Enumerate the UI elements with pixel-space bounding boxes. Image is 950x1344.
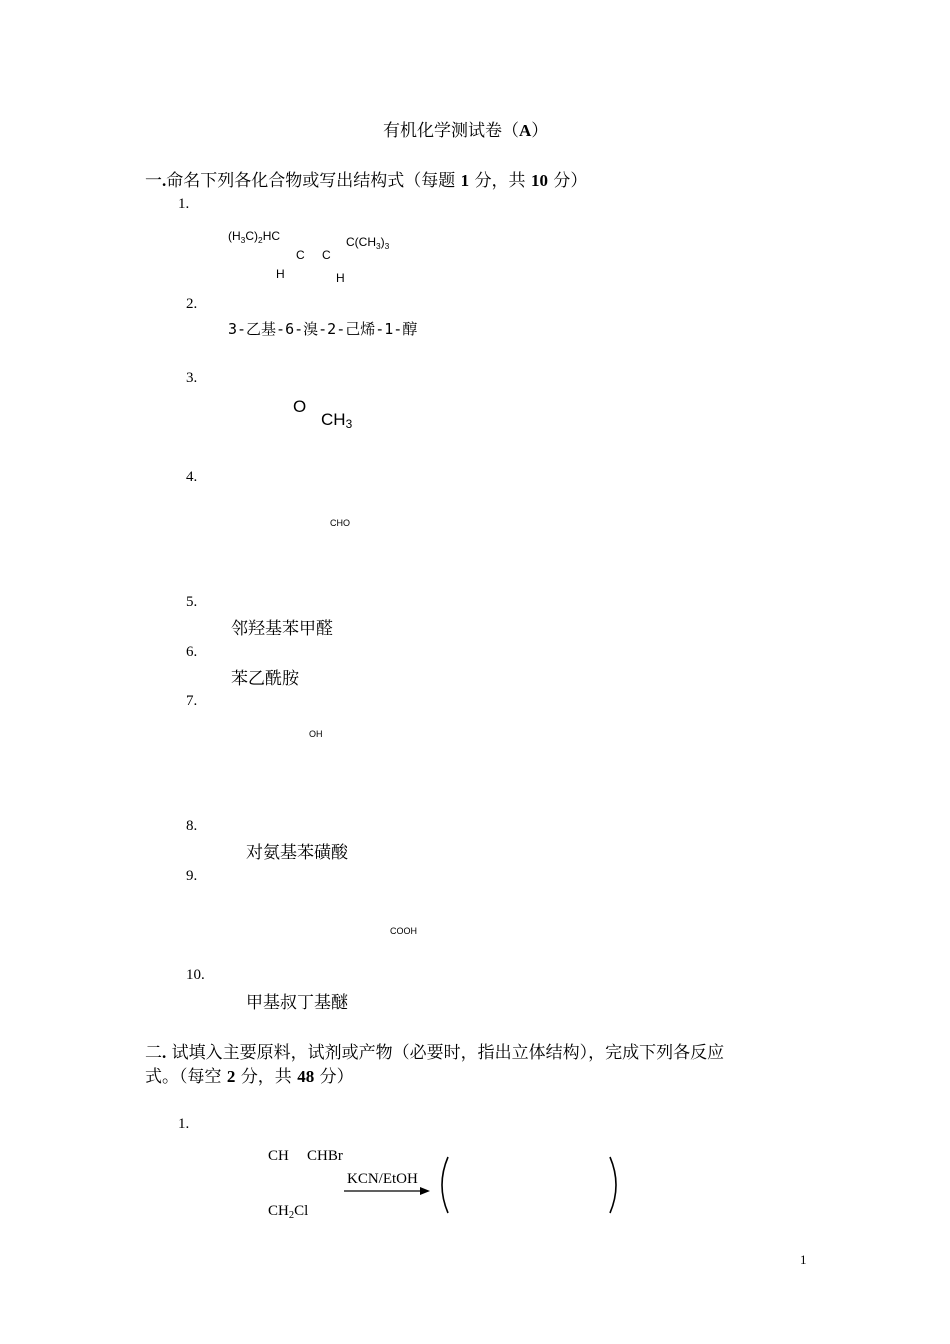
chem-atom-h1: H [276,267,285,281]
compound-name: 甲基叔丁基醚 [246,993,348,1013]
heading-part: 分，共 [240,1067,292,1087]
reaction-arrow [344,1185,430,1197]
title-bold: A [519,121,532,140]
heading-bold: 2 [226,1067,236,1086]
chem-text: (H [228,229,241,243]
chem-atom-c2: C [322,248,331,262]
heading-bold: 48 [297,1067,315,1086]
chem-label-oh: OH [309,729,323,739]
question-number: 2. [186,296,198,312]
chem-label-ctbu [346,235,389,251]
chem-label-ch: CH [268,1148,289,1164]
heading-bold: 1 [460,171,470,190]
section2-heading-line1 [145,1038,724,1063]
page-number: 1 [800,1252,807,1267]
chem-text: CH [268,1203,289,1219]
chem-sub: 2 [288,1210,295,1221]
section2-heading-line2 [145,1062,354,1087]
title-suffix: ） [531,121,549,141]
chem-text: ) [380,235,385,249]
compound-name: 邻羟基苯甲醛 [231,619,333,639]
chem-sub: 2 [258,235,263,245]
chem-label-ch2cl [268,1203,308,1221]
heading-part: 一 [145,171,162,191]
chem-sub: 3 [384,241,390,251]
question-number: 4. [186,469,198,485]
heading-part: 分） [553,171,588,191]
chem-label-cooh: COOH [390,926,417,936]
chem-sub: 3 [240,235,246,245]
chem-label-ch3 [321,410,352,431]
question-number: 9. [186,868,198,884]
question-number: 8. [186,818,198,834]
heading-part: 命名下列各化合物或写出结构式（每题 [166,171,456,191]
chem-text: C) [245,229,259,243]
page-title [383,116,548,141]
heading-part: . [162,1043,167,1062]
chem-atom-h2: H [336,271,345,285]
heading-bold: 10 [530,171,548,190]
heading-part: 分） [319,1067,354,1087]
question-number: 1. [178,1116,190,1132]
heading-part: 二 [145,1043,162,1063]
question-number: 7. [186,693,198,709]
chem-text: CH [321,410,346,429]
chem-label-cho: CHO [330,518,350,528]
question-number: 3. [186,370,198,386]
heading-part: 式。（每空 [145,1067,222,1087]
chem-text: HC [262,229,281,243]
reagent-label: KCN/EtOH [347,1171,418,1187]
answer-bracket-left [436,1155,450,1215]
chem-label-hc [228,229,280,245]
chem-text: C(CH [346,235,376,249]
title-text: 有机化学测试卷（ [383,121,519,141]
question-number: 5. [186,594,198,610]
question-number: 6. [186,644,198,660]
chem-sub: 3 [345,417,353,431]
heading-part: 试填入主要原料，试剂或产物（必要时，指出立体结构），完成下列各反应 [166,1043,725,1063]
compound-name: 3-乙基-6-溴-2-己烯-1-醇 [228,320,418,338]
answer-bracket-right [608,1155,622,1215]
compound-name: 对氨基苯磺酸 [246,843,348,863]
question-number: 1. [178,196,190,212]
chem-text: Cl [294,1203,309,1219]
section1-heading [145,166,587,191]
question-number: 10. [186,967,205,983]
heading-part: . [162,171,167,190]
chem-atom-c1: C [296,248,305,262]
heading-part: 分，共 [474,171,526,191]
compound-name: 苯乙酰胺 [231,669,299,689]
chem-sub: 3 [376,241,381,251]
chem-atom-o: O [293,397,307,416]
chem-label-chbr: CHBr [307,1148,343,1164]
